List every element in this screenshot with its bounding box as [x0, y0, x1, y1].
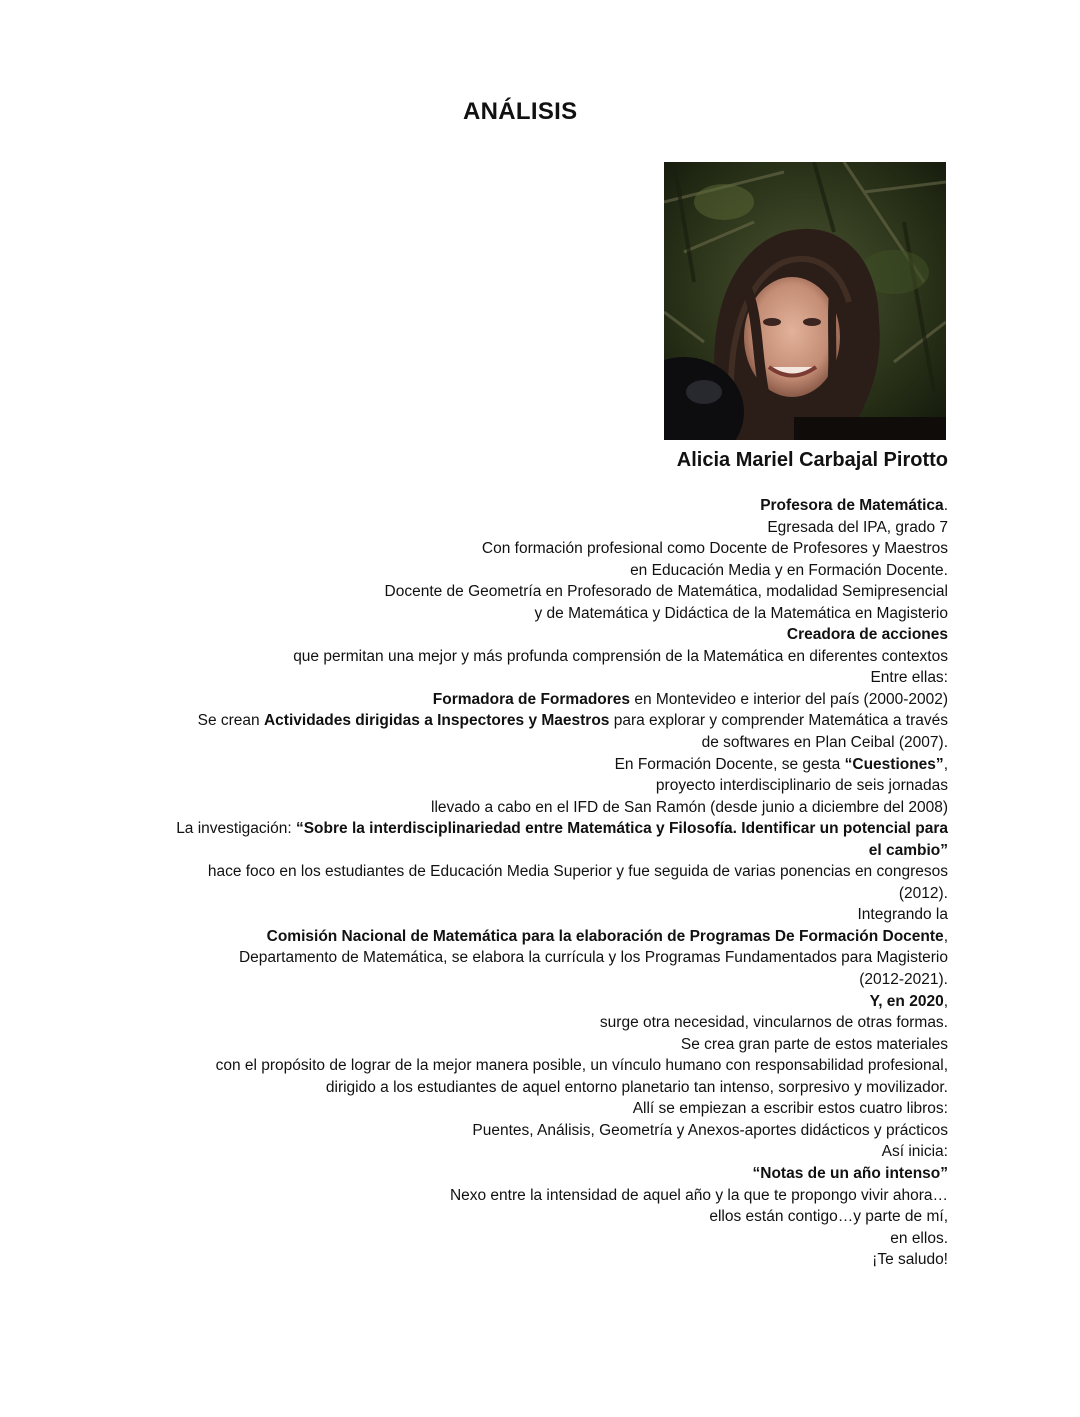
bio-line: La investigación: “Sobre la interdisciplinariedad entre Matemática y Filosofía. Identificar un potencial para: [176, 820, 948, 838]
bio-line: de softwares en Plan Ceibal (2007).: [701, 734, 948, 752]
bio-emphasis: Actividades dirigidas a Inspectores y Maestros: [263, 712, 610, 730]
bio-emphasis: “Sobre la interdisciplinariedad entre Matemática y Filosofía. Identificar un potencial para: [295, 820, 948, 838]
bio-line: en Educación Media y en Formación Docente.: [630, 561, 948, 579]
bio-line: Se crea gran parte de estos materiales: [680, 1035, 948, 1053]
bio-line: surge otra necesidad, vincularnos de otras formas.: [599, 1014, 948, 1032]
bio-emphasis: “Notas de un año intenso”: [752, 1164, 948, 1182]
bio-line: [98, 624, 948, 646]
bio-emphasis: Comisión Nacional de Matemática para la elaboración de Programas De Formación Docente: [266, 927, 944, 945]
bio-line: Integrando la: [857, 906, 948, 924]
bio-line: Allí se empiezan a escribir estos cuatro libros:: [632, 1100, 948, 1118]
bio-line: En Formación Docente, se gesta “Cuestiones”,: [614, 755, 948, 773]
bio-line: con el propósito de lograr de la mejor manera posible, un vínculo humano con responsabilidad profesional,: [215, 1057, 948, 1075]
bio-line: en ellos.: [890, 1229, 948, 1247]
bio-line: Entre ellas:: [870, 669, 948, 687]
bio-line: (2012-2021).: [859, 971, 948, 989]
bio-emphasis: el cambio”: [868, 841, 948, 859]
bio-emphasis: Profesora de Matemática: [760, 497, 944, 514]
bio-line: Puentes, Análisis, Geometría y Anexos-aportes didácticos y prácticos: [472, 1121, 948, 1139]
bio-line: [98, 1163, 948, 1185]
bio-line: Así inicia:: [881, 1143, 948, 1161]
bio-line: Docente de Geometría en Profesorado de Matemática, modalidad Semipresencial: [384, 583, 948, 601]
bio-line: llevado a cabo en el IFD de San Ramón (desde junio a diciembre del 2008): [431, 798, 948, 816]
bio-line: Se crean Actividades dirigidas a Inspectores y Maestros para explorar y comprender Matemática a través: [197, 712, 948, 730]
bio-emphasis: Y, en 2020: [869, 992, 944, 1010]
author-photo: [664, 162, 946, 440]
bio-line: Y, en 2020,: [869, 992, 948, 1010]
bio-line: Egresada del IPA, grado 7: [767, 518, 948, 536]
bio-line: Con formación profesional como Docente de Profesores y Maestros: [481, 540, 948, 558]
bio-emphasis: Formadora de Formadores: [432, 690, 631, 708]
bio-line: proyecto interdisciplinario de seis jornadas: [655, 777, 948, 795]
bio-line: Comisión Nacional de Matemática para la elaboración de Programas De Formación Docente,: [266, 927, 948, 945]
bio-line: Nexo entre la intensidad de aquel año y la que te propongo vivir ahora…: [449, 1186, 948, 1204]
bio-line: que permitan una mejor y más profunda comprensión de la Matemática en diferentes contextos: [293, 647, 948, 665]
bio-line: (2012).: [898, 884, 948, 902]
bio-line: Formadora de Formadores en Montevideo e interior del país (2000-2002): [432, 690, 948, 708]
bio-line: ¡Te saludo!: [872, 1251, 948, 1269]
author-name: Alicia Mariel Carbajal Pirotto: [676, 449, 948, 471]
bio-line: Profesora de Matemática.: [760, 497, 948, 514]
bio-line: Departamento de Matemática, se elabora la currícula y los Programas Fundamentados para Magisterio: [238, 949, 948, 967]
bio-line: ellos están contigo…y parte de mí,: [709, 1208, 948, 1226]
bio-line: [98, 840, 948, 862]
page-title: ANÁLISIS: [463, 98, 578, 125]
bio-line: dirigido a los estudiantes de aquel entorno planetario tan intenso, sorpresivo y movilizador.: [325, 1078, 948, 1096]
bio-emphasis: “Cuestiones”: [844, 755, 944, 773]
portrait-photo-icon: [664, 162, 946, 440]
bio-text: [98, 495, 948, 1271]
bio-line: hace foco en los estudiantes de Educación Media Superior y fue seguida de varias ponencias en congresos: [207, 863, 948, 881]
bio-emphasis: Creadora de acciones: [786, 626, 948, 644]
bio-line: y de Matemática y Didáctica de la Matemática en Magisterio: [534, 604, 948, 622]
